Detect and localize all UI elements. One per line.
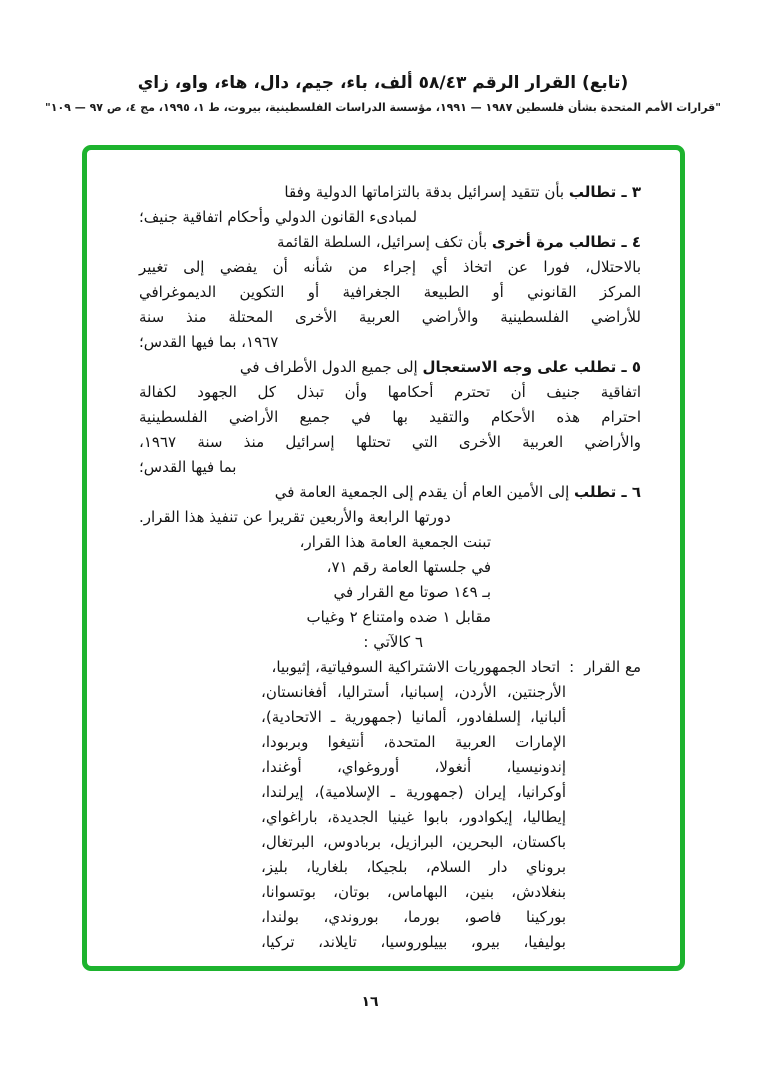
country-line: باكستان، البحرين، البرازيل، بربادوس، البرتغال، [261,833,566,851]
adoption-line: في جلستها العامة رقم ٧١، [326,558,491,576]
text-line [139,455,641,480]
vote-with-first-line [139,655,641,680]
text-line [139,505,641,530]
text-segment: بأن تتقيد إسرائيل بدقة بالتزاماتها الدولية وفقا [284,183,569,201]
text-segment: اتفاقية جنيف أن تحترم أحكامها وأن تبذل كل الجهود لكفالة [139,383,641,401]
text-segment: بأن تكف إسرائيل، السلطة القائمة [277,233,492,251]
text-segment: لمبادىء القانون الدولي وأحكام اتفاقية جنيف؛ [139,208,418,226]
text-segment: إلى جميع الدول الأطراف في [239,358,423,376]
page-header [0,72,766,114]
adoption-note [139,530,491,655]
text-line [139,305,641,330]
country-line: إيطاليا، إيكوادور، بابوا غينيا الجديدة، باراغواي، [261,808,566,826]
text-segment: المركز القانوني أو الطبيعة الجغرافية أو التكوين الديموغرافي [139,283,641,301]
text-line [139,330,641,355]
adoption-line: مقابل ١ ضده وامتناع ٢ وغياب [306,608,491,626]
text-segment: ٣ ـ تطالب [568,183,641,201]
resolution-paragraphs [139,180,641,530]
text-line [139,205,641,230]
country-line: بوليفيا، بيرو، بييلوروسيا، تايلاند، تركيا، [261,933,566,951]
vote-with-colon: : [569,658,575,676]
adoption-line: ٦ كالآتي : [363,633,423,651]
text-segment: احترام هذه الأحكام والتقيد بها في جميع الأراضي الفلسطينية [139,408,641,426]
adoption-line: تبنت الجمعية العامة هذا القرار، [299,533,491,551]
vote-with-country-lines [139,680,641,955]
text-line [139,355,641,380]
country-line: بروناي دار السلام، بلجيكا، بلغاريا، بليز، [261,858,566,876]
text-line [139,405,641,430]
country-line: بوركينا فاصو، بورما، بوروندي، بولندا، [261,908,566,926]
country-line: الإمارات العربية المتحدة، أنتيغوا وبربودا، [261,733,566,751]
vote-with-label: مع القرار [584,658,641,676]
resolution-title: (تابع) القرار الرقم ٥٨/٤٣ ألف، باء، جيم، دال، هاء، واو، زاي [137,73,629,93]
text-line [139,380,641,405]
text-segment: والأراضي العربية الأخرى التي تحتلها إسرائيل منذ سنة ١٩٦٧، [139,433,641,451]
resolution-text-box [82,145,685,971]
country-line: بنغلادش، بنين، البهاماس، بوتان، بوتسوانا، [261,883,566,901]
text-segment: إلى الأمين العام أن يقدم إلى الجمعية العامة في [274,483,575,501]
page-number: ١٦ [361,994,379,1010]
text-segment: بما فيها القدس؛ [139,458,237,476]
text-segment: ١٩٦٧، بما فيها القدس؛ [139,333,279,351]
text-line [139,230,641,255]
text-segment: للأراضي الفلسطينية والأراضي العربية الأخرى المحتلة منذ سنة [139,308,641,326]
source-citation: "قرارات الأمم المتحدة بشأن فلسطين ١٩٨٧ — ١٩٩١، مؤسسة الدراسات الفلسطينية، بيروت، ط ١، ١٩٩٥، مج ٤، ص ٩٧ — ١٠٩" [45,101,721,114]
country-line: ألبانيا، إلسلفادور، ألمانيا (جمهورية ـ الاتحادية)، [261,708,566,726]
country-line: أوكرانيا، إيران (جمهورية ـ الإسلامية)، إيرلندا، [261,783,566,801]
vote-with-countries-first: اتحاد الجمهوريات الاشتراكية السوفياتية، إثيوبيا، [271,658,561,676]
adoption-line: بـ ١٤٩ صوتا مع القرار في [333,583,491,601]
text-line [139,480,641,505]
text-segment: ٥ ـ تطلب على وجه الاستعجال [422,358,641,376]
vote-with-section [139,655,641,955]
country-line: الأرجنتين، الأردن، إسبانيا، أستراليا، أفغانستان، [261,683,566,701]
country-line: إندونيسيا، أنغولا، أوروغواي، أوغندا، [261,758,566,776]
text-line [139,255,641,280]
text-segment: ٦ ـ تطلب [574,483,641,501]
text-line [139,280,641,305]
text-line [139,430,641,455]
text-segment: دورتها الرابعة والأربعين تقريرا عن تنفيذ هذا القرار. [139,508,451,526]
text-segment: بالاحتلال، فورا عن اتخاذ أي إجراء من شأنه أن يفضي إلى تغيير [139,258,641,276]
text-line [139,180,641,205]
text-segment: ٤ ـ تطالب مرة أخرى [491,233,641,251]
